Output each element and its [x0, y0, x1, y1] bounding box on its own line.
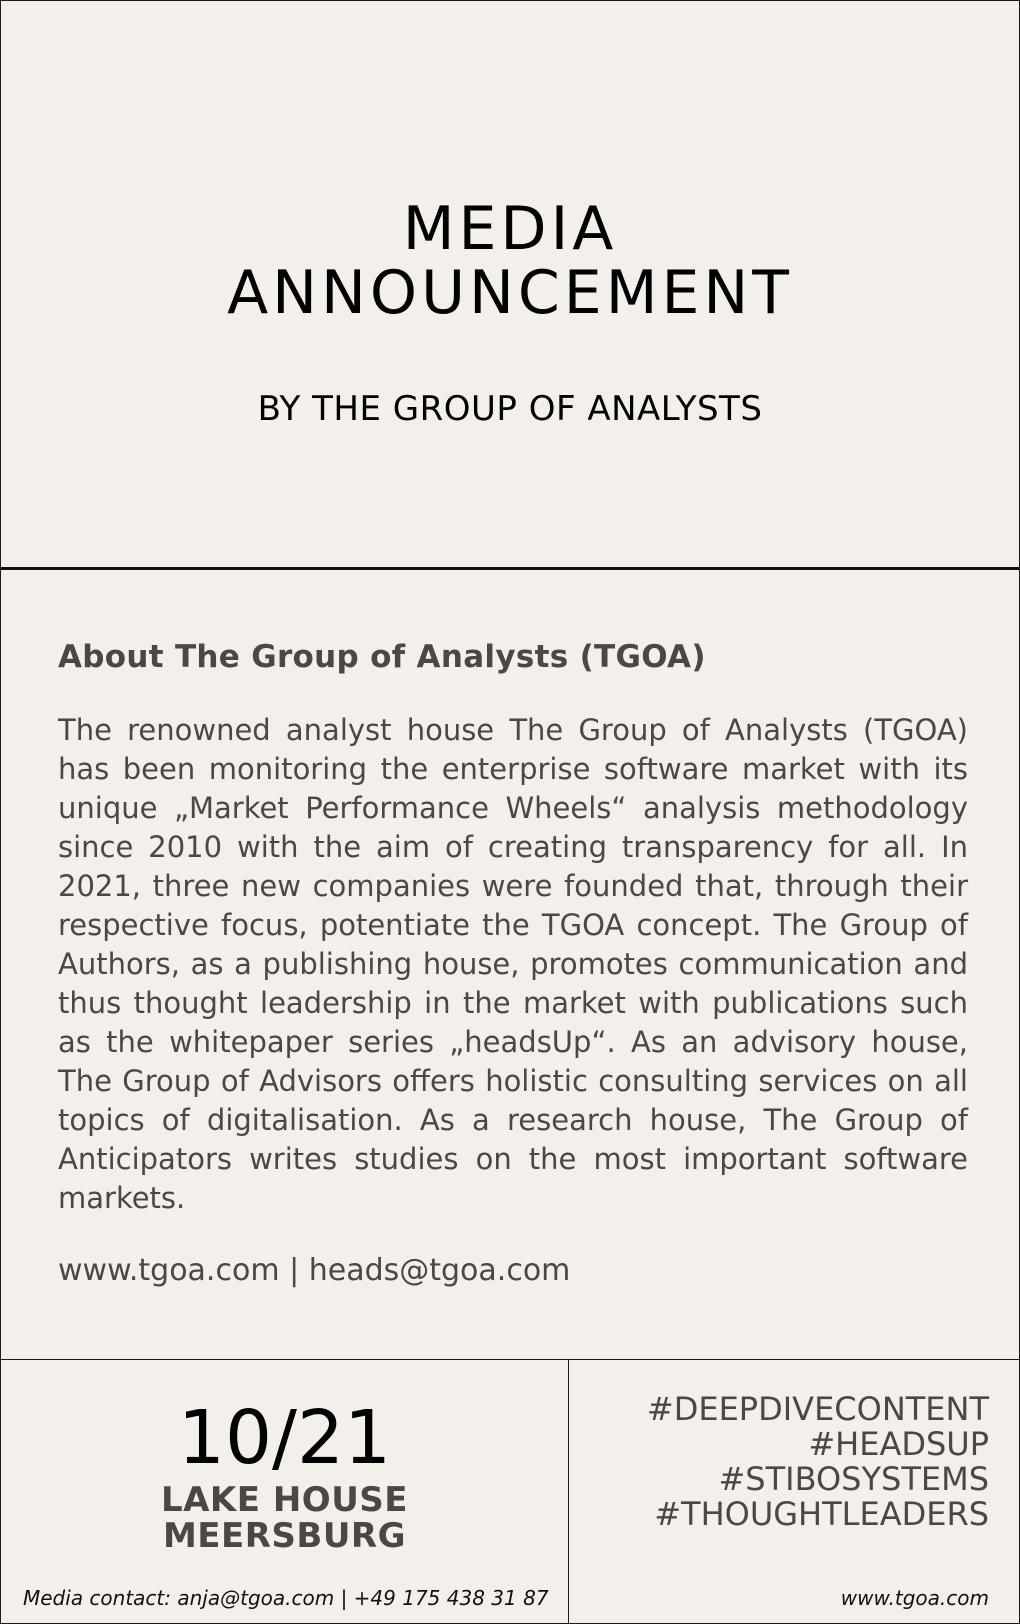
event-date: 10/21	[177, 1395, 392, 1481]
event-panel	[1, 1360, 569, 1624]
header-section	[1, 1, 1019, 570]
hashtag-list	[647, 1392, 989, 1532]
page-title	[1, 194, 1019, 328]
about-heading: About The Group of Analysts (TGOA)	[58, 639, 706, 675]
venue-line-2: MEERSBURG	[162, 1516, 407, 1556]
contact-links: www.tgoa.com | heads@tgoa.com	[58, 1253, 571, 1288]
hashtag: #DEEPDIVECONTENT	[646, 1390, 989, 1428]
hashtag: #STIBOSYSTEMS	[718, 1460, 989, 1498]
venue-line-1: LAKE HOUSE	[160, 1480, 409, 1520]
hashtag-panel	[569, 1360, 1019, 1624]
about-section	[58, 639, 968, 1288]
hashtag: #THOUGHTLEADERS	[654, 1495, 989, 1533]
footer	[1, 1359, 1019, 1624]
hashtag: #HEADSUP	[808, 1425, 989, 1463]
title-line-2: ANNOUNCEMENT	[227, 258, 793, 328]
website-link: www.tgoa.com	[840, 1586, 989, 1610]
about-body: The renowned analyst house The Group of Analysts (TGOA) has been monitoring the enterprise software market with its unique „Market Performance Wheels“ analysis methodology since 2010 with the aim of creating transparency for all. In 2021, three new companies were founded that, through their respective focus, potentiate the TGOA concept. The Group of Authors, as a publishing house, promotes communication and thus thought leadership in the market with publications such as the whitepaper series „headsUp“. As an advisory house, The Group of Advisors offers holistic consulting services on all topics of digitalisation. As a research house, The Group of Anticipators writes studies on the most important software markets.	[58, 713, 968, 1215]
event-venue	[1, 1482, 568, 1554]
subtitle: BY THE GROUP OF ANALYSTS	[257, 389, 763, 429]
media-contact: Media contact: anja@tgoa.com | +49 175 438 31 87	[23, 1586, 549, 1610]
title-line-1: MEDIA	[402, 194, 618, 264]
